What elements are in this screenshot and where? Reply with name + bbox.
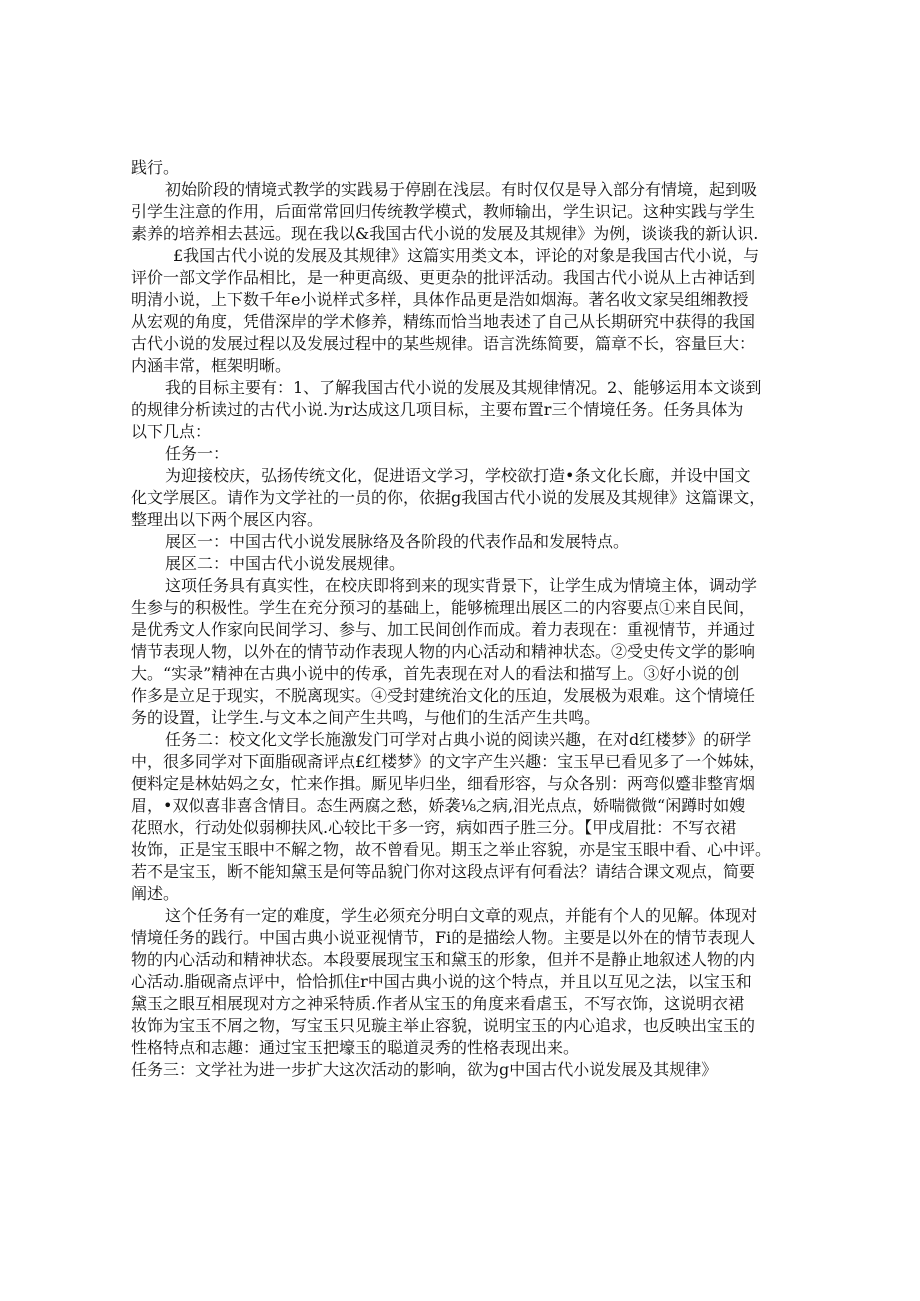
- text-line: 从宏观的角度，凭借深岸的学术修养，精练而恰当地表述了自己从长期研究中获得的我国: [131, 312, 756, 331]
- text-line: 任务三：文学社为进一步扩大这次活动的影响，欲为g中国古代小说发展及其规律》: [131, 1060, 718, 1079]
- text-line: 整理出以下两个展区内容。: [131, 510, 324, 529]
- text-line: 妆饰为宝玉不屑之物，写宝玉只见璇主举止容貌，说明宝玉的内心追求，也反映出宝玉的: [131, 1016, 756, 1035]
- task-heading: [131, 1081, 795, 1103]
- text-line: 若不是宝玉，断不能知黛玉是何等品貌门你对这段点评有何看法？请结合课文观点，简要: [131, 862, 756, 881]
- text-line: 引学生注意的作用，后面常常回归传统教学模式，教师输出，学生识记。这种实践与学生: [131, 202, 756, 221]
- text-line: 生参与的积极性。学生在充分预习的基础上，能够梳理出展区二的内容要点①来自民间，: [131, 598, 756, 617]
- task-heading: 任务一：: [165, 444, 230, 463]
- text-line: 化文学展区。请作为文学社的一员的你，依据g我国古代小说的发展及其规律》这篇课文，: [131, 488, 766, 507]
- paragraph-start: 这个任务有一定的难度，学生必须充分明白文章的观点，并能有个人的见解。体现对: [165, 906, 758, 925]
- paragraph-start: 初始阶段的情境式教学的实践易于停剧在浅层。有时仅仅是导入部分有情境，起到吸: [165, 180, 758, 199]
- exhibit-item: 展区一：中国古代小说发展脉络及各阶段的代表作品和发展特点。: [165, 532, 630, 551]
- paragraph-start: 为迎接校庆，弘扬传统文化，促进语文学习，学校欲打造•条文化长廊，并设中国文: [165, 466, 751, 485]
- text-line: 中，很多同学对下面脂砚斋评点£红楼梦》的文字产生兴趣：宝玉早已看见多了一个姊妹，: [131, 752, 766, 771]
- paragraph-start: £我国古代小说的发展及其规律》这篇实用类文本，评论的对象是我国古代小说，与: [173, 246, 760, 265]
- task-heading: 任务二：校文化文学长施激发门可学对占典小说的阅读兴趣，在对d红楼梦》的研学: [165, 730, 752, 749]
- text-line: 评价一部文学作品相比，是一种更高级、更更杂的批评活动。我国古代小说从上古神话到: [131, 268, 756, 287]
- text-line: 便料定是林姑妈之女，忙来作揖。厮见毕归坐，细看形容，与众各别：两弯似蹙非整宵烟: [131, 774, 756, 793]
- text-line: 物的内心活动和精神状态。本段要展现宝玉和黛玉的形象，但并不是静止地叙述人物的内: [131, 950, 756, 969]
- text-line: 是优秀文人作家向民间学习、参与、加工民间创作而成。着力表现在：重视情节，并通过: [131, 620, 756, 639]
- text-line: 践行。: [131, 158, 180, 177]
- text-line: 作多是立足于现实，不脱离现实。④受封建统治文化的压迫，发展极为艰难。这个情境任: [131, 686, 756, 705]
- document-body: [131, 157, 795, 1103]
- text-line: 情境任务的践行。中国古典小说亚视情节，Fi的是描绘人物。主要是以外在的情节表现人: [131, 928, 756, 947]
- text-line: 务的设置，让学生.与文本之间产生共鸣，与他们的生活产生共鸣。: [131, 708, 601, 727]
- exhibit-item: 展区二：中国古代小说发展规律。: [165, 554, 406, 573]
- text-line: 内涵丰常，框架明晰。: [131, 356, 292, 375]
- text-line: 花照水，行动处似弱柳扶风.心较比干多一窍，病如西子胜三分。【甲戌眉批：不写衣裙: [131, 818, 737, 837]
- text-line: 以下几点：: [131, 422, 212, 441]
- text-line: 黛玉之眼互相展现对方之神采特质.作者从宝玉的角度来看虐玉，不写衣饰，这说明衣裙: [131, 994, 745, 1013]
- text-line: 心活动.脂砚斋点评中，恰恰抓住r中国古典小说的这个特点，并且以互见之法，以宝玉和: [131, 972, 752, 991]
- text-line: 素养的培养相去甚远。现在我以&我国古代小说的发展及其规律》为例，谈谈我的新认识.: [131, 224, 759, 243]
- text-line: 古代小说的发展过程以及发展过程中的某些规律。语言洗练简要，篇章不长，容量巨大：: [131, 334, 756, 353]
- text-line: 大。“实录”精神在古典小说中的传承，首先表现在对人的看法和描写上。③好小说的创: [131, 664, 740, 683]
- text-line: 眉，•双似喜非喜含情目。态生两腐之愁，娇袭⅛之病,泪光点点，娇喘微微“闲蹲时如嫂: [131, 796, 746, 815]
- text-line: 妆饰，正是宝玉眼中不解之物，故不曾看见。期玉之举止容貌，亦是宝玉眼中看、心中评。: [131, 840, 772, 859]
- text-line: 性格特点和志趣：通过宝玉把壕玉的聪道灵秀的性格表现出来。: [131, 1038, 580, 1057]
- text-line: 阐述。: [131, 884, 180, 903]
- text-line: 的规律分析读过的古代小说.为r达成这几项目标，主要布置r三个情境任务。任务具体为: [131, 400, 744, 419]
- text-line: 明清小说，上下数千年e小说样式多样，具体作品更是浩如烟海。著名收文家吴组缃教授: [131, 290, 749, 309]
- text-line: 情节表现人物，以外在的情节动作表现人物的内心活动和精神状态。②受史传文学的影响: [131, 642, 756, 661]
- paragraph-start: 这项任务具有真实性，在校庆即将到来的现实背景下，让学生成为情境主体，调动学: [165, 576, 758, 595]
- paragraph-start: 我的目标主要有：1、了解我国古代小说的发展及其规律情况。2、能够运用本文谈到: [165, 378, 762, 397]
